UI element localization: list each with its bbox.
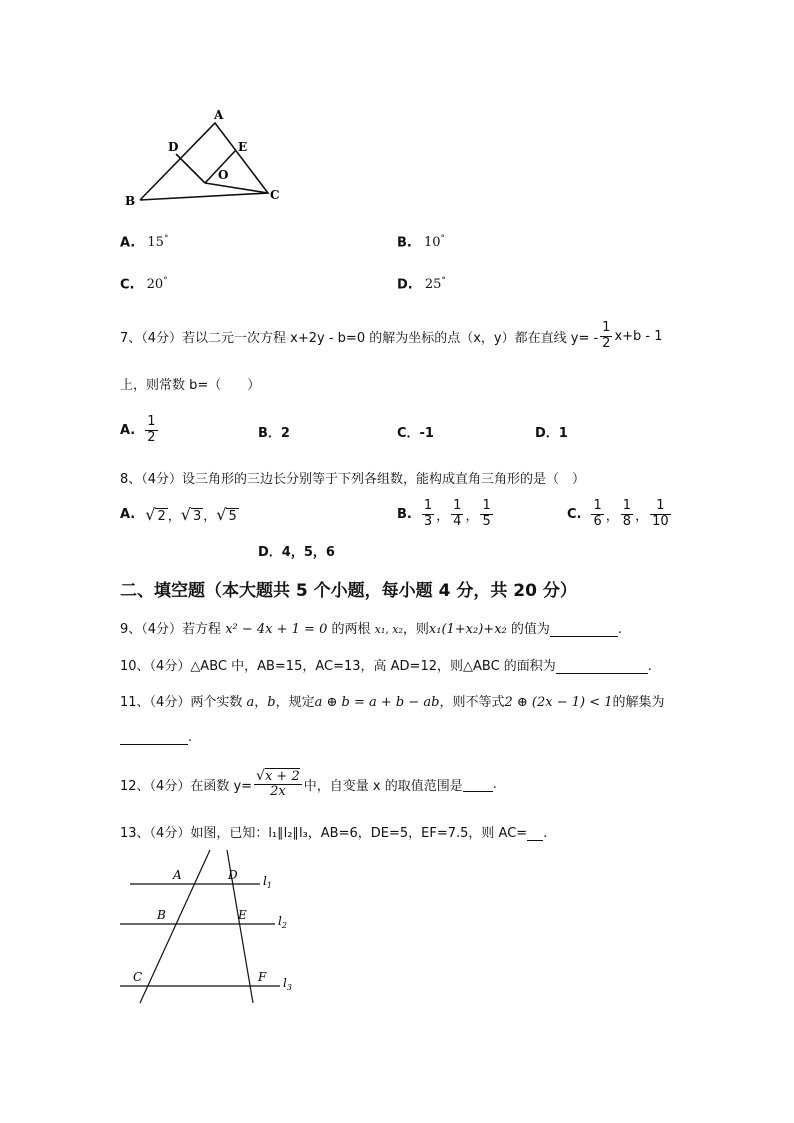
option-value: 10 [424, 235, 441, 251]
label-B: B [125, 194, 136, 208]
fraction [451, 499, 463, 529]
frac-denominator: 2 [147, 429, 156, 445]
label-l1: $l_1$ [263, 874, 272, 890]
option-fraction [145, 415, 157, 445]
q7-option-b[interactable]: B．2 [258, 426, 290, 441]
sqrt-2: √ 2 [145, 504, 166, 524]
answer-blank[interactable] [120, 730, 188, 745]
label-A: A [214, 108, 224, 122]
q13-text: 13、（4分）如图，已知：l₁∥l₂∥l₃，AB=6，DE=5，EF=7.5，则 AC= [120, 826, 528, 841]
answer-blank[interactable] [463, 777, 493, 792]
separator: ， [465, 508, 479, 524]
period: . [617, 622, 623, 637]
q9-mid2: ，则 [402, 622, 429, 637]
label-l3: $l_3$ [283, 976, 292, 992]
label-E: E [238, 908, 247, 922]
q9 [120, 618, 622, 637]
q12-fraction [254, 769, 302, 800]
q11-pre: 11、（4分）两个实数 [120, 695, 243, 710]
label-D: D [228, 868, 238, 882]
degree-sign: ° [440, 234, 446, 244]
answer-blank[interactable] [556, 659, 648, 674]
separator: ， [254, 695, 268, 710]
q13 [120, 822, 547, 841]
fraction [621, 499, 633, 529]
frac-numerator: √x + 2 [256, 767, 300, 784]
q11-post: 的解集为 [612, 695, 665, 710]
frac-denominator: 6 [593, 513, 602, 529]
sqrt-5: √ 5 [216, 504, 237, 524]
q7-option-c[interactable]: C．-1 [397, 426, 434, 441]
label-F: F [258, 970, 267, 984]
fraction [591, 499, 603, 529]
q8-stem: 8、（4分）设三角形的三边长分别等于下列各组数，能构成直角三角形的是（ ） [120, 472, 586, 487]
q12-pre: 12、（4分）在函数 y= [120, 778, 253, 794]
option-label: A. [120, 235, 136, 251]
separator: ， [203, 508, 217, 524]
q8-option-b[interactable] [397, 494, 495, 534]
separator: ， [605, 508, 619, 524]
frac-denominator: 8 [622, 513, 632, 529]
separator: ， [635, 508, 649, 524]
q9-expression: x₁(1+x₂)+x₂ [428, 622, 507, 637]
var-b: b [267, 695, 276, 710]
option-value: 20 [146, 277, 164, 293]
fraction [480, 499, 492, 529]
q7-stem [120, 318, 663, 354]
degree-sign: ° [441, 276, 446, 286]
q11-definition: a ⊕ b = a + b − ab [314, 695, 440, 710]
q9-post: 的值为 [510, 622, 550, 637]
label-l2: $l_2$ [278, 914, 287, 930]
frac-denominator: 2 [602, 335, 611, 351]
frac-numerator: 1 [147, 414, 156, 430]
separator: ， [436, 508, 450, 524]
label-D: D [168, 140, 179, 154]
option-label: B. [397, 506, 412, 522]
q11-mid2: ，则不等式 [439, 695, 505, 710]
option-label: C. [120, 277, 135, 293]
q8-option-a[interactable] [120, 500, 239, 528]
q12-post: 中，自变量 x 的取值范围是 [303, 778, 463, 794]
q7-option-d[interactable]: D．1 [535, 426, 568, 441]
option-label: C. [567, 506, 582, 522]
q10-text: 10、（4分）△ABC 中，AB=15，AC=13，高 AD=12，则△ABC 的面积为 [120, 659, 556, 674]
label-C: C [270, 188, 280, 202]
fraction [650, 499, 671, 529]
option-label: D. [397, 277, 413, 293]
q7-fraction [600, 321, 612, 351]
q6-option-c[interactable] [120, 276, 168, 292]
option-label: A. [120, 422, 136, 438]
frac-numerator: 1 [423, 498, 433, 514]
frac-numerator: 1 [602, 320, 611, 336]
label-A: A [173, 868, 182, 882]
label-B: B [157, 908, 166, 922]
frac-numerator: 1 [593, 498, 602, 514]
frac-numerator: 1 [656, 498, 665, 514]
q7-stem-post: x+b - 1 [614, 328, 663, 344]
period: . [492, 776, 497, 792]
radicand: 3 [192, 508, 202, 524]
q9-mid: 的两根 [331, 622, 371, 637]
answer-blank[interactable] [550, 622, 618, 637]
q11 [120, 691, 665, 710]
degree-sign: ° [163, 276, 168, 286]
frac-numerator: 1 [482, 498, 491, 514]
q6-option-d[interactable] [397, 276, 446, 292]
radicand: x + 2 [264, 768, 300, 784]
period: . [188, 730, 193, 745]
sqrt-3: √ 3 [180, 504, 202, 524]
frac-denominator: 4 [453, 513, 462, 529]
q11-inequality: 2 ⊕ (2x − 1) < 1 [504, 695, 613, 710]
q8-option-d[interactable]: D．4，5，6 [258, 545, 335, 560]
label-O: O [218, 168, 229, 182]
q11-answer-line [120, 730, 192, 745]
q9-equation: x² − 4x + 1 = 0 [225, 622, 328, 637]
q7-option-a[interactable] [120, 410, 160, 450]
separator: ， [167, 508, 181, 524]
option-label: A. [120, 506, 136, 522]
frac-numerator: 1 [453, 498, 462, 514]
q9-roots: x₁, x₂ [374, 623, 403, 636]
option-label: B. [397, 235, 412, 251]
answer-blank[interactable] [527, 826, 543, 841]
frac-denominator: 5 [482, 513, 491, 529]
frac-numerator: 1 [622, 498, 632, 514]
radicand: 2 [157, 508, 166, 524]
var-a: a [246, 695, 255, 710]
q9-pre: 9、（4分）若方程 [120, 622, 222, 637]
frac-denominator: 10 [652, 513, 669, 529]
period: . [647, 659, 652, 674]
frac-denominator: 2x [254, 784, 302, 799]
q11-mid: ，规定 [275, 695, 315, 710]
period: . [543, 826, 548, 841]
label-E: E [238, 140, 248, 154]
q8-option-c[interactable] [567, 494, 673, 534]
q6-option-a[interactable] [120, 234, 168, 250]
option-value: 25 [424, 277, 442, 293]
q12 [120, 764, 497, 804]
label-C: C [133, 970, 143, 984]
parallel-lines-figure [115, 848, 315, 1008]
fraction [422, 499, 434, 529]
option-value: 15 [147, 235, 164, 251]
degree-sign: ° [163, 234, 169, 244]
q7-line2: 上，则常数 b=（ ） [120, 378, 261, 393]
q10 [120, 655, 652, 674]
q7-stem-text: 7、（4分）若以二元一次方程 x+2y - b=0 的解为坐标的点（x，y）都在直线 y= - [120, 330, 599, 346]
frac-denominator: 3 [423, 513, 433, 529]
q6-option-b[interactable] [397, 234, 445, 250]
section-title: 二、填空题（本大题共 5 个小题，每小题 4 分，共 20 分） [120, 581, 577, 601]
radicand: 5 [228, 508, 237, 524]
triangle-figure [120, 105, 290, 215]
